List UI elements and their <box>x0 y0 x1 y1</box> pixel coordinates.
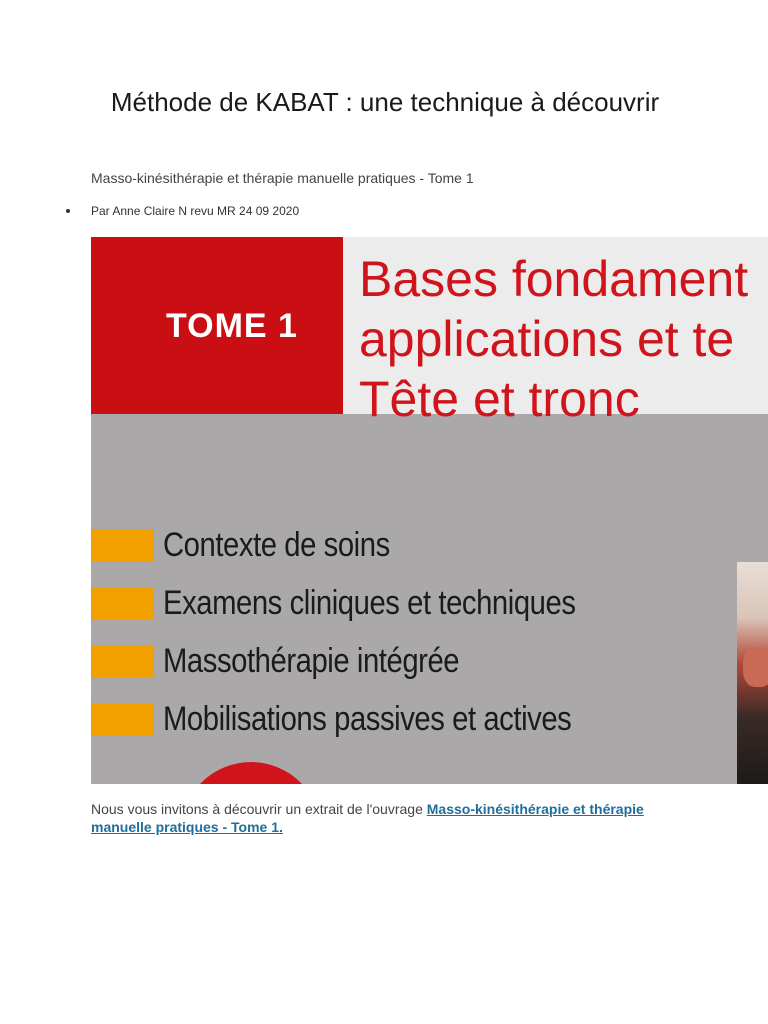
orange-square-icon <box>91 703 154 736</box>
orange-square-icon <box>91 587 154 620</box>
article-subtitle: Masso-kinésithérapie et thérapie manuelle pratiques - Tome 1 <box>91 170 474 186</box>
cover-topic-item <box>91 525 427 565</box>
cover-photo-fragment <box>737 562 768 784</box>
book-cover-image <box>91 237 768 784</box>
byline-item <box>66 204 299 218</box>
book-link[interactable]: Masso-kinésithérapie et thérapie manuelle pratiques - Tome 1. <box>91 801 644 835</box>
cover-topic-text: Examens cliniques et techniques <box>163 583 576 622</box>
byline-list <box>66 204 299 218</box>
cover-photo-detail <box>743 647 768 687</box>
cover-topic-item <box>91 641 507 681</box>
cover-tome-box <box>91 237 343 414</box>
cover-topic-item <box>91 699 638 739</box>
cover-headline-line: Tête et tronc <box>359 371 640 427</box>
cover-topic-text: Contexte de soins <box>163 525 390 564</box>
bullet-icon <box>66 209 70 213</box>
intro-text: Nous vous invitons à découvrir un extrait de l'ouvrage <box>91 801 427 817</box>
cover-headline <box>359 249 748 429</box>
cover-headline-line: Bases fondament <box>359 251 749 307</box>
cover-topic-item <box>91 583 643 623</box>
intro-paragraph <box>91 800 691 836</box>
cover-topic-text: Mobilisations passives et actives <box>163 699 572 738</box>
orange-square-icon <box>91 645 154 678</box>
page-title: Méthode de KABAT : une technique à découvrir <box>110 87 660 117</box>
cover-headline-line: applications et te <box>359 311 735 367</box>
byline-text: Par Anne Claire N revu MR 24 09 2020 <box>91 204 300 218</box>
cover-tome-label: TOME 1 <box>166 307 298 345</box>
orange-square-icon <box>91 529 154 562</box>
cover-topic-text: Massothérapie intégrée <box>163 641 460 680</box>
cover-red-circle <box>181 762 321 784</box>
